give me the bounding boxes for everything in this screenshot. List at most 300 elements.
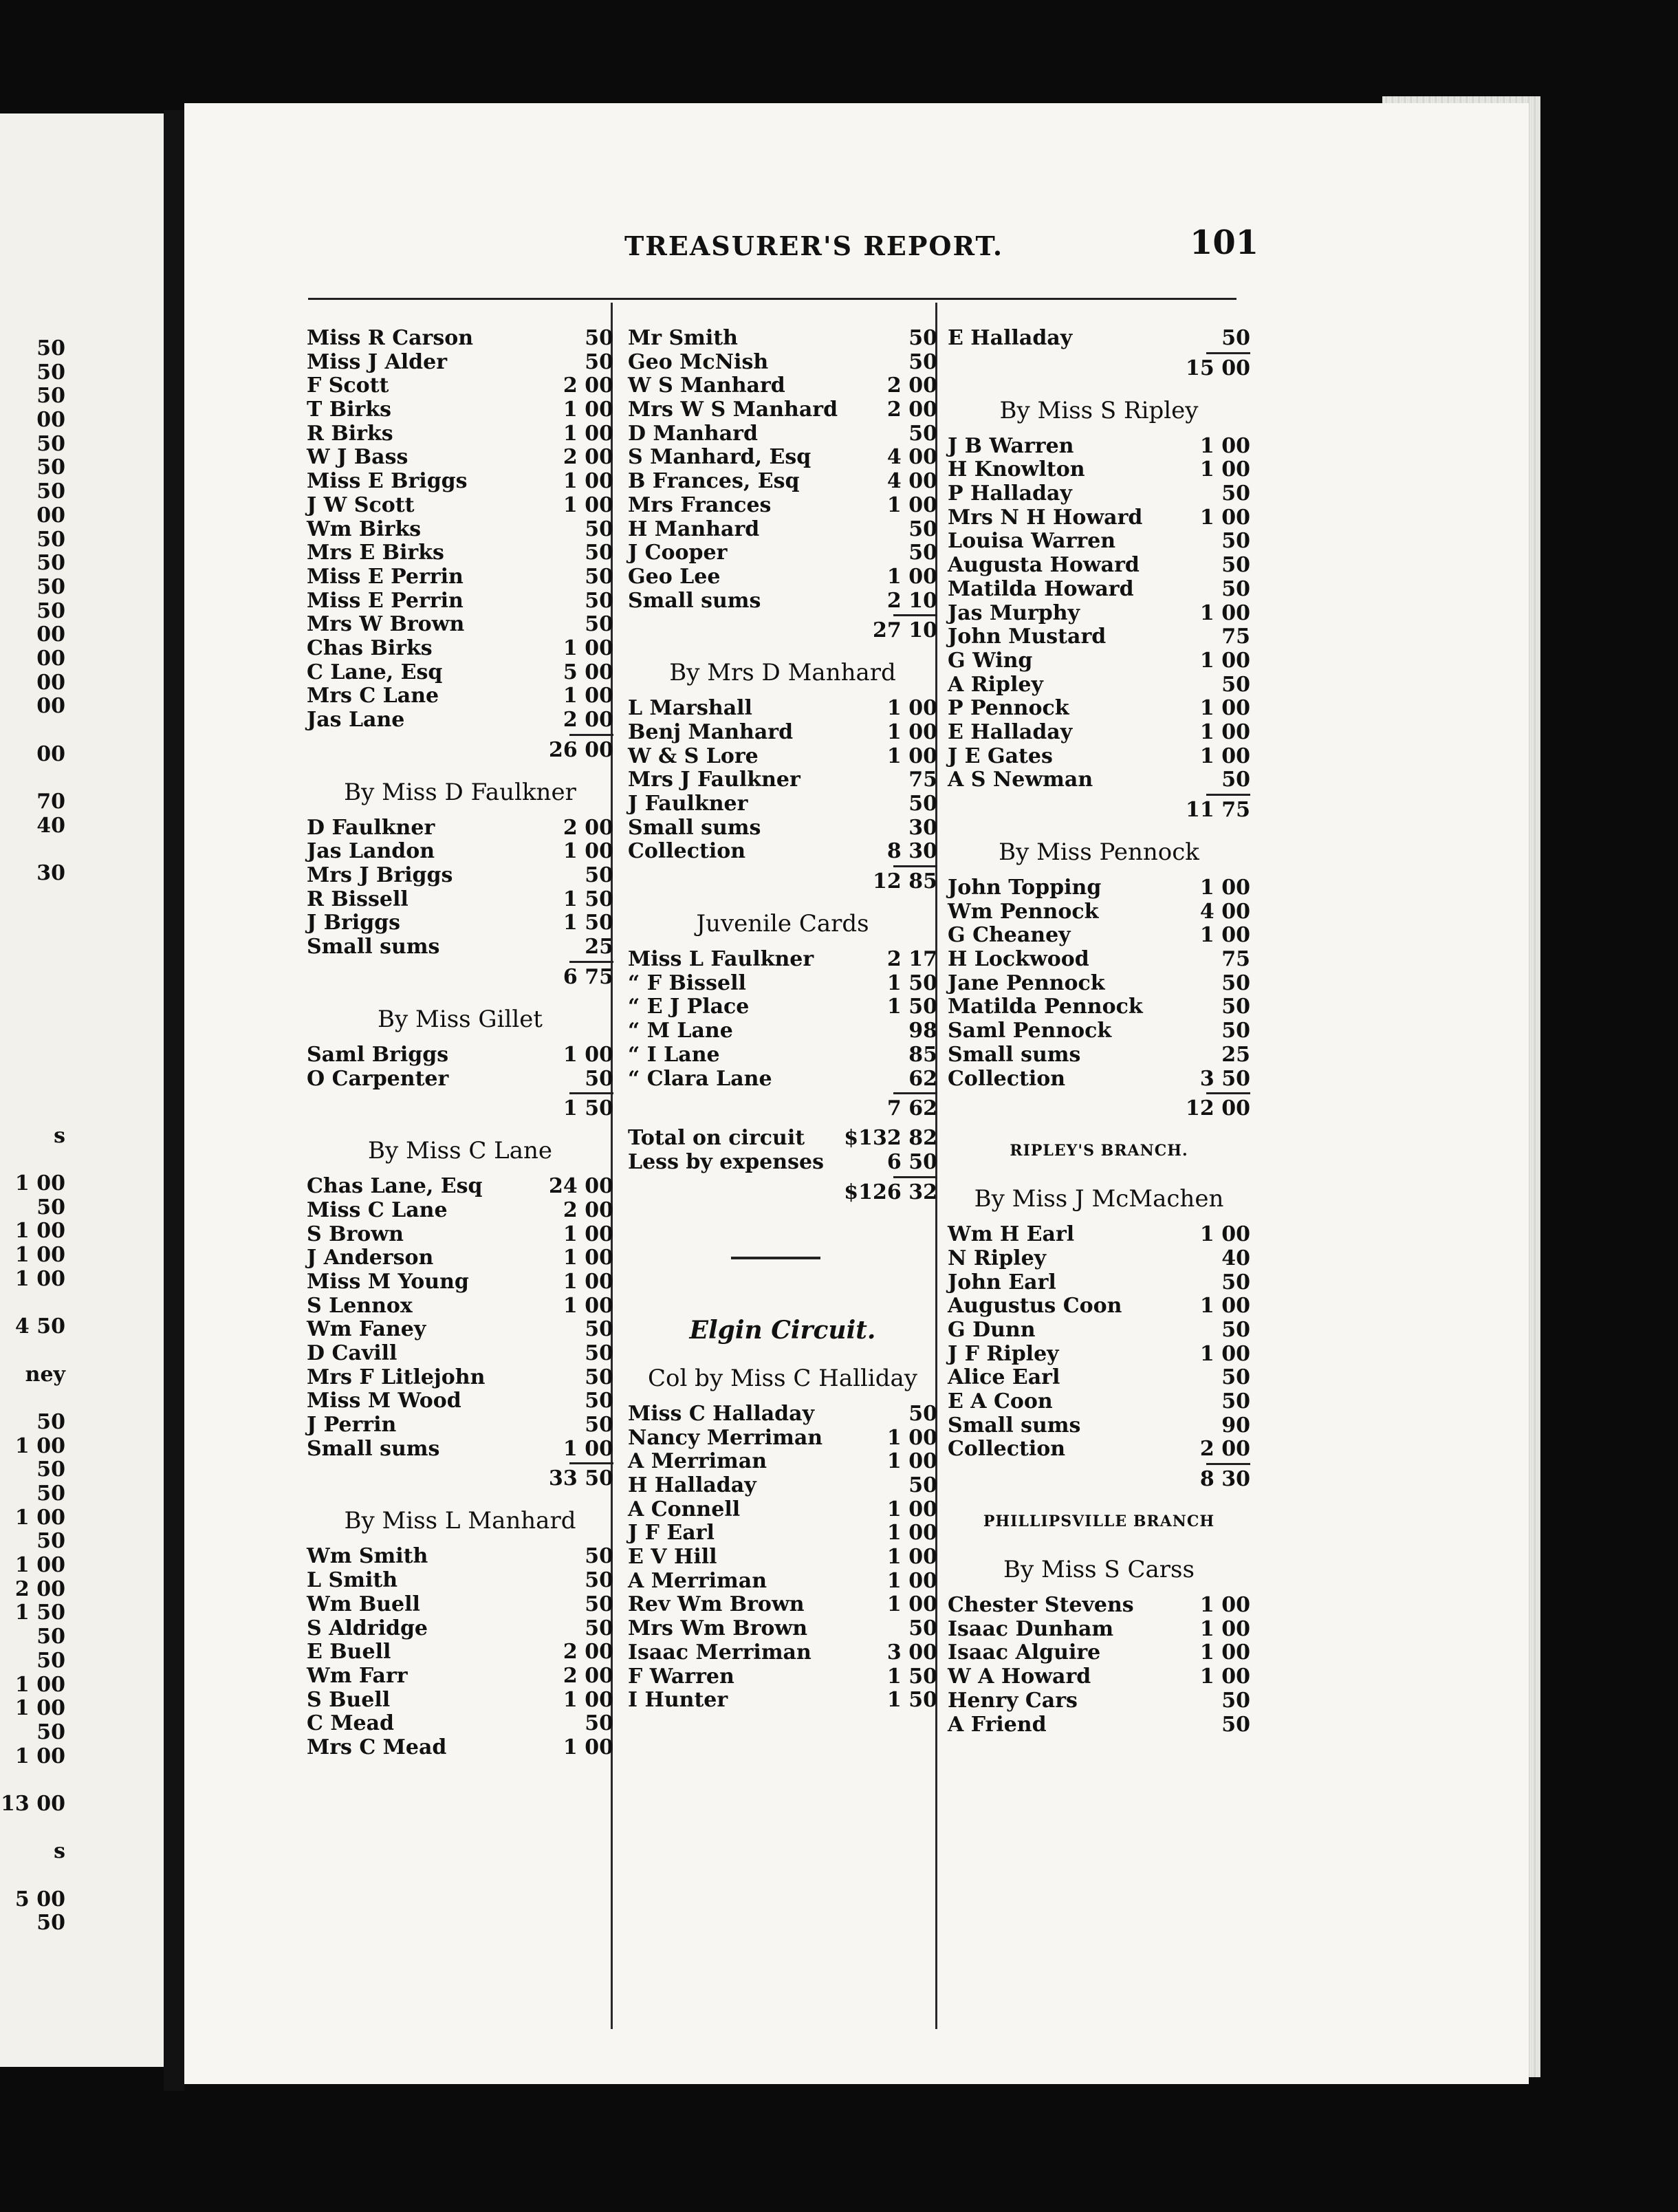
contributor-name: Collection bbox=[948, 1066, 1066, 1091]
subtotal: 7 62 bbox=[628, 1091, 937, 1127]
margin-fragment bbox=[0, 957, 65, 982]
entry-row bbox=[628, 768, 937, 792]
entry-row bbox=[628, 1043, 937, 1067]
amount: 50 bbox=[908, 517, 937, 541]
margin-fragment: 40 bbox=[36, 813, 65, 838]
margin-fragment: 1 00 bbox=[14, 1505, 65, 1530]
amount: 50 bbox=[1221, 326, 1250, 350]
amount: 50 bbox=[585, 1544, 613, 1569]
margin-fragment: 1 00 bbox=[14, 1243, 65, 1268]
entry-row bbox=[948, 697, 1250, 721]
contributor-name: J F Ripley bbox=[948, 1341, 1059, 1366]
contributor-name: F Warren bbox=[628, 1664, 734, 1689]
margin-fragment: 00 bbox=[36, 694, 65, 719]
margin-fragment bbox=[0, 1148, 65, 1172]
amount: 4 00 bbox=[886, 469, 937, 494]
entry-row bbox=[307, 1199, 613, 1223]
entry-row bbox=[307, 1366, 613, 1390]
entry-row bbox=[307, 518, 613, 542]
entry-row bbox=[307, 470, 613, 494]
amount: 50 bbox=[585, 326, 613, 350]
subtotal: 8 30 bbox=[948, 1462, 1250, 1497]
entry-row bbox=[307, 1294, 613, 1319]
section-heading: PHILLIPSVILLE BRANCH bbox=[983, 1512, 1215, 1531]
entry-row bbox=[948, 1594, 1250, 1618]
contributor-name: G Wing bbox=[948, 648, 1033, 673]
entry-row bbox=[948, 1271, 1250, 1295]
contributor-name: E Halladay bbox=[948, 719, 1073, 744]
entry-row bbox=[628, 398, 937, 422]
entry-row bbox=[307, 1342, 613, 1366]
entry-row bbox=[948, 900, 1250, 924]
entry-row bbox=[307, 1665, 613, 1689]
margin-fragment: 30 bbox=[36, 861, 65, 886]
amount: 1 00 bbox=[563, 1246, 613, 1270]
margin-fragment: 50 bbox=[36, 1720, 65, 1744]
entry-row bbox=[307, 1640, 613, 1665]
contributor-name: Mrs Frances bbox=[628, 492, 772, 517]
amount: 90 bbox=[1221, 1413, 1250, 1438]
entry-row bbox=[628, 470, 937, 494]
contributor-name: Matilda Pennock bbox=[948, 995, 1143, 1019]
amount: 50 bbox=[908, 1616, 937, 1641]
amount: 98 bbox=[908, 1019, 937, 1043]
amount: 3 50 bbox=[1199, 1066, 1250, 1091]
entry-row bbox=[307, 1270, 613, 1294]
contributor-name: D Manhard bbox=[628, 421, 758, 446]
entry-row bbox=[307, 589, 613, 614]
margin-fragment: 50 bbox=[36, 551, 65, 576]
margin-fragment bbox=[0, 910, 65, 934]
entry-row bbox=[628, 541, 937, 565]
entry-row bbox=[307, 1389, 613, 1413]
contributor-name: Total on circuit bbox=[628, 1126, 805, 1151]
entry-row bbox=[948, 1618, 1250, 1642]
contributor-name: F Scott bbox=[307, 373, 389, 398]
entry-row bbox=[948, 721, 1250, 745]
contributor-name: Matilda Howard bbox=[948, 576, 1134, 601]
entry-row bbox=[948, 972, 1250, 996]
entry-row bbox=[628, 972, 937, 996]
amount: 50 bbox=[908, 1401, 937, 1426]
margin-fragment: 1 00 bbox=[14, 1266, 65, 1291]
amount: 50 bbox=[585, 863, 613, 888]
margin-fragment bbox=[0, 1053, 65, 1077]
contributor-name: W A Howard bbox=[948, 1665, 1091, 1689]
subtotal: 6 75 bbox=[307, 959, 613, 995]
contributor-name: Chas Birks bbox=[307, 636, 433, 660]
margin-fragment: 00 bbox=[36, 741, 65, 766]
entry-row bbox=[628, 1689, 937, 1713]
amount: 6 50 bbox=[886, 1149, 937, 1174]
section-heading: By Miss Gillet bbox=[378, 1005, 543, 1033]
entry-row bbox=[307, 1617, 613, 1641]
entry-row bbox=[628, 948, 937, 972]
amount: 4 00 bbox=[1199, 899, 1250, 924]
contributor-name: Wm Faney bbox=[307, 1317, 426, 1342]
amount: 24 00 bbox=[549, 1174, 613, 1199]
amount: 50 bbox=[1221, 1688, 1250, 1713]
contributor-name: Small sums bbox=[628, 815, 761, 840]
amount: 1 50 bbox=[563, 911, 613, 935]
entry-row bbox=[628, 721, 937, 745]
margin-fragment bbox=[0, 1029, 65, 1053]
entry-row bbox=[307, 327, 613, 351]
margin-fragment: 50 bbox=[36, 479, 65, 504]
contributor-name: W & S Lore bbox=[628, 744, 759, 768]
amount: 2 00 bbox=[886, 373, 937, 398]
amount: 1 00 bbox=[1199, 1640, 1250, 1665]
entry-row bbox=[948, 1223, 1250, 1247]
margin-fragment: 50 bbox=[36, 1195, 65, 1219]
entry-row bbox=[307, 1736, 613, 1760]
entry-row bbox=[628, 1474, 937, 1498]
entry-row bbox=[628, 1498, 937, 1522]
contributor-name: H Halladay bbox=[628, 1473, 756, 1497]
amount: 50 bbox=[585, 1066, 613, 1091]
amount: 1 00 bbox=[563, 839, 613, 864]
margin-fragment: s bbox=[54, 1839, 65, 1864]
amount: 50 bbox=[1221, 995, 1250, 1019]
section-heading: By Miss Pennock bbox=[999, 838, 1199, 866]
entry-row bbox=[948, 530, 1250, 554]
entry-row bbox=[948, 768, 1250, 792]
contributor-name: Miss C Halladay bbox=[628, 1401, 815, 1426]
amount: 5 00 bbox=[563, 660, 613, 684]
amount: 1 00 bbox=[1199, 1222, 1250, 1247]
contributor-name: S Brown bbox=[307, 1222, 404, 1246]
contributor-name: P Halladay bbox=[948, 481, 1072, 506]
entry-row bbox=[948, 578, 1250, 602]
amount: 50 bbox=[1221, 1365, 1250, 1390]
section-heading: By Miss D Faulkner bbox=[344, 778, 576, 806]
amount: 50 bbox=[585, 1317, 613, 1342]
contributor-name: Miss C Lane bbox=[307, 1197, 448, 1222]
contributor-name: Geo Lee bbox=[628, 564, 721, 589]
amount: 50 bbox=[1221, 1270, 1250, 1294]
amount: 50 bbox=[1221, 1019, 1250, 1043]
contributor-name: Mrs J Briggs bbox=[307, 863, 453, 888]
margin-fragment bbox=[0, 1076, 65, 1100]
margin-fragment bbox=[0, 1768, 65, 1792]
amount: 1 00 bbox=[1199, 696, 1250, 721]
margin-fragment: 4 50 bbox=[14, 1314, 65, 1339]
amount: 2 00 bbox=[563, 1197, 613, 1222]
entry-row bbox=[307, 351, 613, 375]
amount: 1 00 bbox=[1199, 923, 1250, 948]
amount: 50 bbox=[908, 541, 937, 565]
amount: 50 bbox=[1221, 971, 1250, 995]
contributor-name: Louisa Warren bbox=[948, 529, 1116, 554]
margin-fragment: 1 00 bbox=[14, 1696, 65, 1721]
section-divider bbox=[628, 1234, 937, 1282]
margin-fragment: 00 bbox=[36, 622, 65, 647]
margin-fragment: 1 00 bbox=[14, 1672, 65, 1697]
contributor-name: Jane Pennock bbox=[948, 971, 1105, 995]
contributor-name: A Connell bbox=[628, 1497, 741, 1521]
contributor-name: A Merriman bbox=[628, 1568, 767, 1593]
spacer bbox=[628, 1211, 937, 1235]
column-1 bbox=[307, 327, 613, 1760]
entry-row bbox=[948, 602, 1250, 626]
entry-row bbox=[948, 1414, 1250, 1438]
margin-fragment: 50 bbox=[36, 431, 65, 456]
amount: 50 bbox=[585, 1341, 613, 1365]
contributor-name: T Birks bbox=[307, 398, 392, 422]
contributor-name: J Briggs bbox=[307, 911, 401, 935]
amount: 75 bbox=[1221, 625, 1250, 649]
margin-fragment: 50 bbox=[36, 574, 65, 599]
contributor-name: R Birks bbox=[307, 421, 393, 446]
amount: 1 00 bbox=[563, 398, 613, 422]
amount: 1 00 bbox=[886, 1545, 937, 1570]
contributor-name: D Faulkner bbox=[307, 815, 435, 840]
contributor-name: S Lennox bbox=[307, 1293, 413, 1318]
section-heading: By Mrs D Manhard bbox=[669, 659, 896, 687]
entry-row bbox=[948, 1438, 1250, 1462]
margin-fragment: 1 00 bbox=[14, 1553, 65, 1578]
contributor-name: Miss E Perrin bbox=[307, 564, 464, 589]
entry-row bbox=[948, 554, 1250, 578]
amount: 2 00 bbox=[563, 1663, 613, 1688]
entry-row bbox=[628, 351, 937, 375]
contributor-name: Augusta Howard bbox=[948, 553, 1140, 578]
amount: 1 00 bbox=[886, 1425, 937, 1450]
amount: 50 bbox=[1221, 1389, 1250, 1413]
entry-row bbox=[307, 398, 613, 422]
contributor-name: John Topping bbox=[948, 876, 1102, 900]
entry-row bbox=[628, 1641, 937, 1665]
contributor-name: S Aldridge bbox=[307, 1616, 428, 1640]
entry-row bbox=[307, 1223, 613, 1247]
entry-row bbox=[628, 1546, 937, 1570]
amount: 1 00 bbox=[563, 1687, 613, 1712]
contributor-name: H Knowlton bbox=[948, 457, 1085, 482]
margin-fragment: 50 bbox=[36, 1625, 65, 1649]
contributor-name: Henry Cars bbox=[948, 1688, 1078, 1713]
amount: 2 00 bbox=[563, 815, 613, 840]
margin-fragment: 50 bbox=[36, 336, 65, 360]
margin-fragment: 2 00 bbox=[14, 1576, 65, 1601]
amount: 1 00 bbox=[886, 1521, 937, 1546]
contributor-name: Jas Lane bbox=[307, 708, 405, 732]
entry-row bbox=[628, 1570, 937, 1594]
contributor-name: “ E J Place bbox=[628, 995, 750, 1019]
amount: 30 bbox=[908, 815, 937, 840]
margin-fragment: 00 bbox=[36, 503, 65, 528]
amount: $132 82 bbox=[844, 1126, 937, 1151]
entry-row bbox=[948, 1294, 1250, 1319]
amount: 1 00 bbox=[1199, 719, 1250, 744]
contributor-name: John Mustard bbox=[948, 625, 1107, 649]
contributor-name: E V Hill bbox=[628, 1545, 717, 1570]
entry-row bbox=[307, 1438, 613, 1462]
entry-row bbox=[307, 1712, 613, 1736]
entry-row bbox=[948, 327, 1250, 351]
entry-row bbox=[628, 589, 937, 614]
amount: 1 00 bbox=[886, 564, 937, 589]
contributor-name: Isaac Alguire bbox=[948, 1640, 1101, 1665]
contributor-name: A Ripley bbox=[948, 672, 1043, 697]
margin-fragment: 50 bbox=[36, 1911, 65, 1936]
entry-row bbox=[948, 745, 1250, 769]
margin-fragment: 1 50 bbox=[14, 1601, 65, 1625]
entry-row bbox=[628, 792, 937, 816]
amount: 50 bbox=[585, 1365, 613, 1389]
entry-row bbox=[948, 1366, 1250, 1390]
contributor-name: H Lockwood bbox=[948, 947, 1089, 972]
contributor-name: Small sums bbox=[948, 1042, 1081, 1067]
entry-row bbox=[307, 1043, 613, 1067]
contributor-name: S Buell bbox=[307, 1687, 391, 1712]
contributor-name: O Carpenter bbox=[307, 1066, 449, 1091]
amount: 1 00 bbox=[563, 1269, 613, 1294]
margin-fragment bbox=[0, 1817, 65, 1841]
amount: 1 00 bbox=[1199, 433, 1250, 458]
amount: 1 00 bbox=[886, 1592, 937, 1617]
amount: 2 00 bbox=[563, 708, 613, 732]
contributor-name: Isaac Merriman bbox=[628, 1640, 811, 1665]
contributor-name: Small sums bbox=[948, 1413, 1081, 1438]
amount: 1 00 bbox=[1199, 1616, 1250, 1641]
amount: 1 00 bbox=[886, 1568, 937, 1593]
contributor-name: N Ripley bbox=[948, 1246, 1047, 1270]
amount: 2 00 bbox=[563, 1640, 613, 1665]
contributor-name: Jas Landon bbox=[307, 839, 435, 864]
contributor-name: “ F Bissell bbox=[628, 971, 746, 995]
contributor-name: P Pennock bbox=[948, 696, 1069, 721]
contributor-name: E A Coon bbox=[948, 1389, 1053, 1413]
contributor-name: Wm H Earl bbox=[948, 1222, 1075, 1247]
margin-fragment: 1 00 bbox=[14, 1744, 65, 1768]
margin-fragment: 50 bbox=[36, 1409, 65, 1434]
margin-fragment: 50 bbox=[36, 455, 65, 480]
margin-fragment: 00 bbox=[36, 408, 65, 433]
amount: 3 00 bbox=[886, 1640, 937, 1665]
amount: 50 bbox=[585, 1616, 613, 1640]
subtotal: 12 00 bbox=[948, 1091, 1250, 1127]
amount: 1 00 bbox=[1199, 457, 1250, 482]
contributor-name: A Merriman bbox=[628, 1449, 767, 1474]
amount: 2 10 bbox=[886, 588, 937, 613]
contributor-name: J Perrin bbox=[307, 1413, 397, 1438]
contributor-name: J W Scott bbox=[307, 492, 415, 517]
entry-row bbox=[307, 1545, 613, 1569]
margin-fragment: 50 bbox=[36, 598, 65, 623]
entry-row bbox=[628, 1450, 937, 1474]
amount: 1 00 bbox=[563, 492, 613, 517]
margin-fragment: 1 00 bbox=[14, 1219, 65, 1244]
contributor-name: Mrs F Litlejohn bbox=[307, 1365, 486, 1389]
entry-row bbox=[948, 1689, 1250, 1713]
contributor-name: J Cooper bbox=[628, 541, 728, 565]
contributor-name: Isaac Dunham bbox=[948, 1616, 1114, 1641]
entry-row bbox=[628, 840, 937, 864]
margin-fragment bbox=[0, 719, 65, 743]
contributor-name: J E Gates bbox=[948, 744, 1053, 768]
margin-fragment: s bbox=[54, 1123, 65, 1148]
contributor-name: Miss M Young bbox=[307, 1269, 469, 1294]
running-header-title: TREASURER'S REPORT. bbox=[624, 230, 1004, 261]
margin-fragment bbox=[0, 933, 65, 957]
subtotal: 33 50 bbox=[307, 1461, 613, 1497]
margin-fragment bbox=[0, 766, 65, 790]
section-heading: By Miss C Lane bbox=[367, 1137, 553, 1165]
amount: 1 00 bbox=[1199, 1593, 1250, 1618]
contributor-name: J F Earl bbox=[628, 1521, 715, 1546]
section-heading: By Miss S Carss bbox=[1003, 1556, 1195, 1584]
amount: 1 00 bbox=[1199, 648, 1250, 673]
amount: 50 bbox=[585, 564, 613, 589]
entry-row bbox=[628, 327, 937, 351]
entry-row bbox=[628, 1151, 937, 1175]
amount: 50 bbox=[585, 612, 613, 637]
entry-row bbox=[948, 673, 1250, 697]
amount: 1 00 bbox=[886, 696, 937, 721]
contributor-name: W S Manhard bbox=[628, 373, 785, 398]
margin-fragment bbox=[0, 1100, 65, 1125]
entry-row bbox=[628, 745, 937, 769]
amount: 62 bbox=[908, 1066, 937, 1091]
contributor-name: D Cavill bbox=[307, 1341, 397, 1365]
section-heading: By Miss L Manhard bbox=[344, 1507, 576, 1535]
amount: 50 bbox=[1221, 1712, 1250, 1737]
contributor-name: E Halladay bbox=[948, 326, 1073, 350]
contributor-name: L Smith bbox=[307, 1568, 398, 1593]
margin-fragment: 50 bbox=[36, 1529, 65, 1554]
subtotal: 1 50 bbox=[307, 1091, 613, 1127]
entry-row bbox=[307, 816, 613, 841]
amount: 50 bbox=[1221, 553, 1250, 578]
amount: 2 00 bbox=[1199, 1437, 1250, 1462]
amount: 50 bbox=[1221, 576, 1250, 601]
contributor-name: Mrs Wm Brown bbox=[628, 1616, 808, 1641]
amount: 1 00 bbox=[563, 1222, 613, 1246]
entry-row bbox=[307, 684, 613, 708]
contributor-name: Small sums bbox=[307, 935, 440, 959]
entry-row bbox=[307, 613, 613, 637]
entry-row bbox=[307, 1569, 613, 1593]
entry-row bbox=[307, 1246, 613, 1270]
margin-fragment: 00 bbox=[36, 646, 65, 671]
contributor-name: Miss E Briggs bbox=[307, 469, 468, 494]
section-heading: By Miss S Ripley bbox=[999, 396, 1199, 424]
entry-row bbox=[948, 1665, 1250, 1689]
entry-row bbox=[948, 924, 1250, 948]
amount: 50 bbox=[908, 1473, 937, 1497]
contributor-name: E Buell bbox=[307, 1640, 391, 1665]
entry-row bbox=[307, 446, 613, 470]
entry-row bbox=[628, 374, 937, 398]
amount: 1 00 bbox=[1199, 505, 1250, 530]
amount: 2 00 bbox=[563, 373, 613, 398]
entry-row bbox=[307, 935, 613, 959]
entry-row bbox=[628, 446, 937, 470]
section-heading: Juvenile Cards bbox=[696, 910, 869, 938]
entry-row bbox=[307, 888, 613, 912]
amount: 50 bbox=[1221, 481, 1250, 506]
column-2 bbox=[628, 327, 937, 1713]
entry-row bbox=[307, 1593, 613, 1617]
contributor-name: Wm Pennock bbox=[948, 899, 1099, 924]
contributor-name: Miss J Alder bbox=[307, 349, 448, 374]
contributor-name: Mrs N H Howard bbox=[948, 505, 1143, 530]
amount: 2 00 bbox=[886, 398, 937, 422]
entry-row bbox=[948, 458, 1250, 482]
amount: 50 bbox=[585, 1413, 613, 1438]
entry-row bbox=[628, 816, 937, 841]
amount: 40 bbox=[1221, 1246, 1250, 1270]
